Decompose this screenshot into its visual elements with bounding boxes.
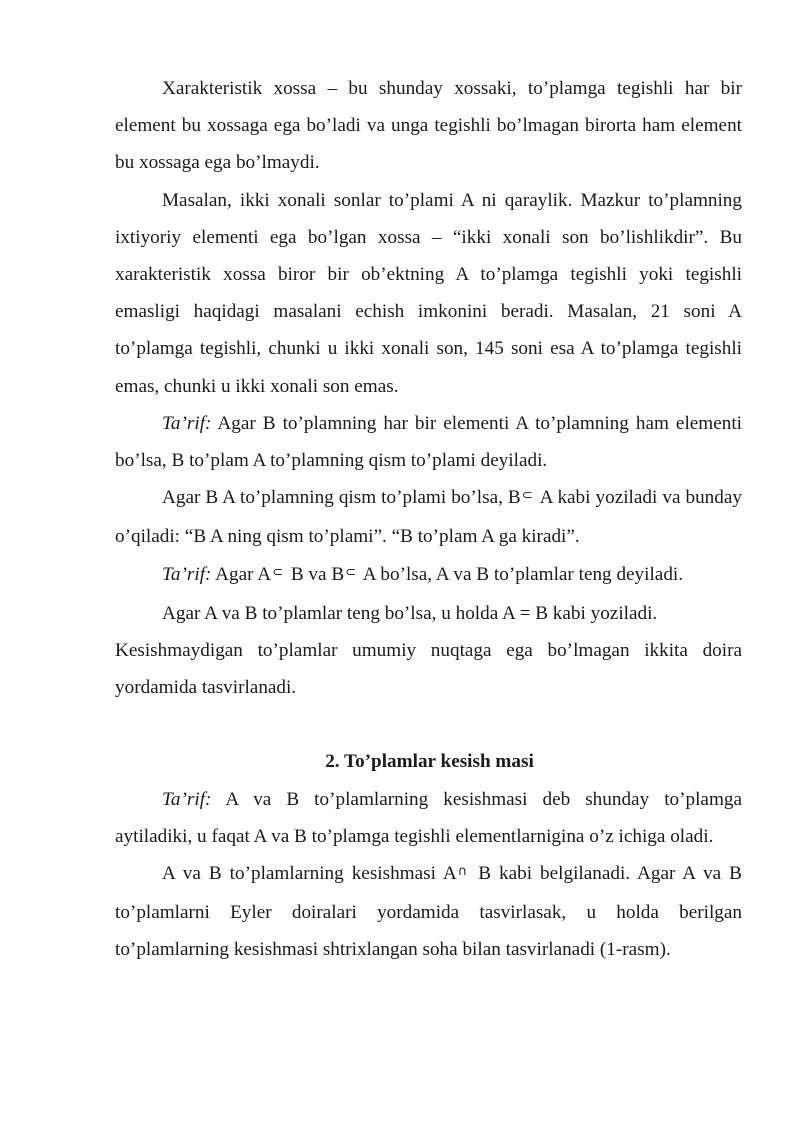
spacer	[115, 706, 742, 743]
paragraph-text: A va B to’plamlarning kesishmasi deb shunday to’plamga aytiladiki, u faqat A va B to’plamga tegishli elementlarnigina o’z ichiga oladi.	[115, 788, 742, 847]
paragraph-text: A bo’lsa, A va B to’plamlar teng deyiladi.	[359, 563, 684, 585]
paragraph-text: Agar A	[211, 563, 272, 585]
paragraph-text: A kabi yoziladi va bunday o’qiladi: “B A ning qism to’plami”. “B to’plam A ga kiradi”.	[115, 487, 742, 548]
paragraph-disjoint-sets	[115, 632, 742, 706]
paragraph-equal-sets-definition	[115, 556, 742, 595]
paragraph-text: Agar B to’plamning har bir elementi A to’plamning ham elementi bo’lsa, B to’plam A to’plamning qism to’plami deyiladi.	[115, 412, 742, 472]
definition-term: Ta’rif:	[162, 412, 212, 434]
paragraph-text: B kabi belgilanadi. Agar A va B to’plamlarni Eyler doiralari yordamida tasvirlasak, u holda berilgan to’plamlarning kesishmasi shtrixlangan soha bilan tasvirlanadi (1-rasm).	[115, 863, 742, 961]
paragraph-text: Masalan, ikki xonali sonlar to’plami A ni qaraylik. Mazkur to’plamning ixtiyoriy elementi ega bo’lgan xossa – “ikki xonali son bo’lishlikdir”. Bu xarakteristik xossa biror bir ob’ektning A to’plamga tegishli yoki tegishli emasligi haqidagi masalani echish imkonini beradi. Masalan, 21 soni A to’plamga tegishli, chunki u ikki xonali son, 145 soni esa A to’plamga tegishli emas, chunki u ikki xonali son emas.	[115, 189, 742, 397]
paragraph-characteristic-property	[115, 70, 742, 182]
paragraph-text: Agar A va B to’plamlar teng bo’lsa, u holda A = B kabi yoziladi.	[162, 602, 658, 624]
paragraph-text: Agar B A to’plamning qism to’plami bo’lsa, B	[162, 487, 521, 509]
definition-term: Ta’rif:	[162, 563, 212, 585]
definition-term: Ta’rif:	[162, 788, 212, 810]
paragraph-intersection-definition	[115, 781, 742, 855]
paragraph-equal-notation	[115, 595, 742, 632]
paragraph-text: Kesishmaydigan to’plamlar umumiy nuqtaga ega bo’lmagan ikkita doira yordamida tasvirlanadi.	[115, 640, 742, 699]
paragraph-text: A va B to’plamlarning kesishmasi A	[162, 863, 457, 885]
paragraph-subset-notation	[115, 479, 742, 555]
subset-symbol: ⊂	[272, 564, 284, 580]
paragraph-two-digit-example	[115, 182, 742, 405]
paragraph-subset-definition	[115, 405, 742, 479]
paragraph-text: Xarakteristik xossa – bu shunday xossaki, to’plamga tegishli har bir element bu xossaga ega bo’ladi va unga tegishli bo’lmagan birorta ham element bu xossaga ega bo’lmaydi.	[115, 78, 742, 174]
document-body	[115, 70, 742, 969]
intersection-symbol: ∩	[457, 864, 468, 880]
subset-symbol: ⊂	[521, 488, 533, 504]
paragraph-text: B va B	[286, 563, 345, 585]
paragraph-intersection-notation	[115, 855, 742, 969]
section-heading: 2. To’plamlar kesish masi	[325, 751, 534, 773]
subset-symbol: ⊂	[345, 564, 357, 580]
